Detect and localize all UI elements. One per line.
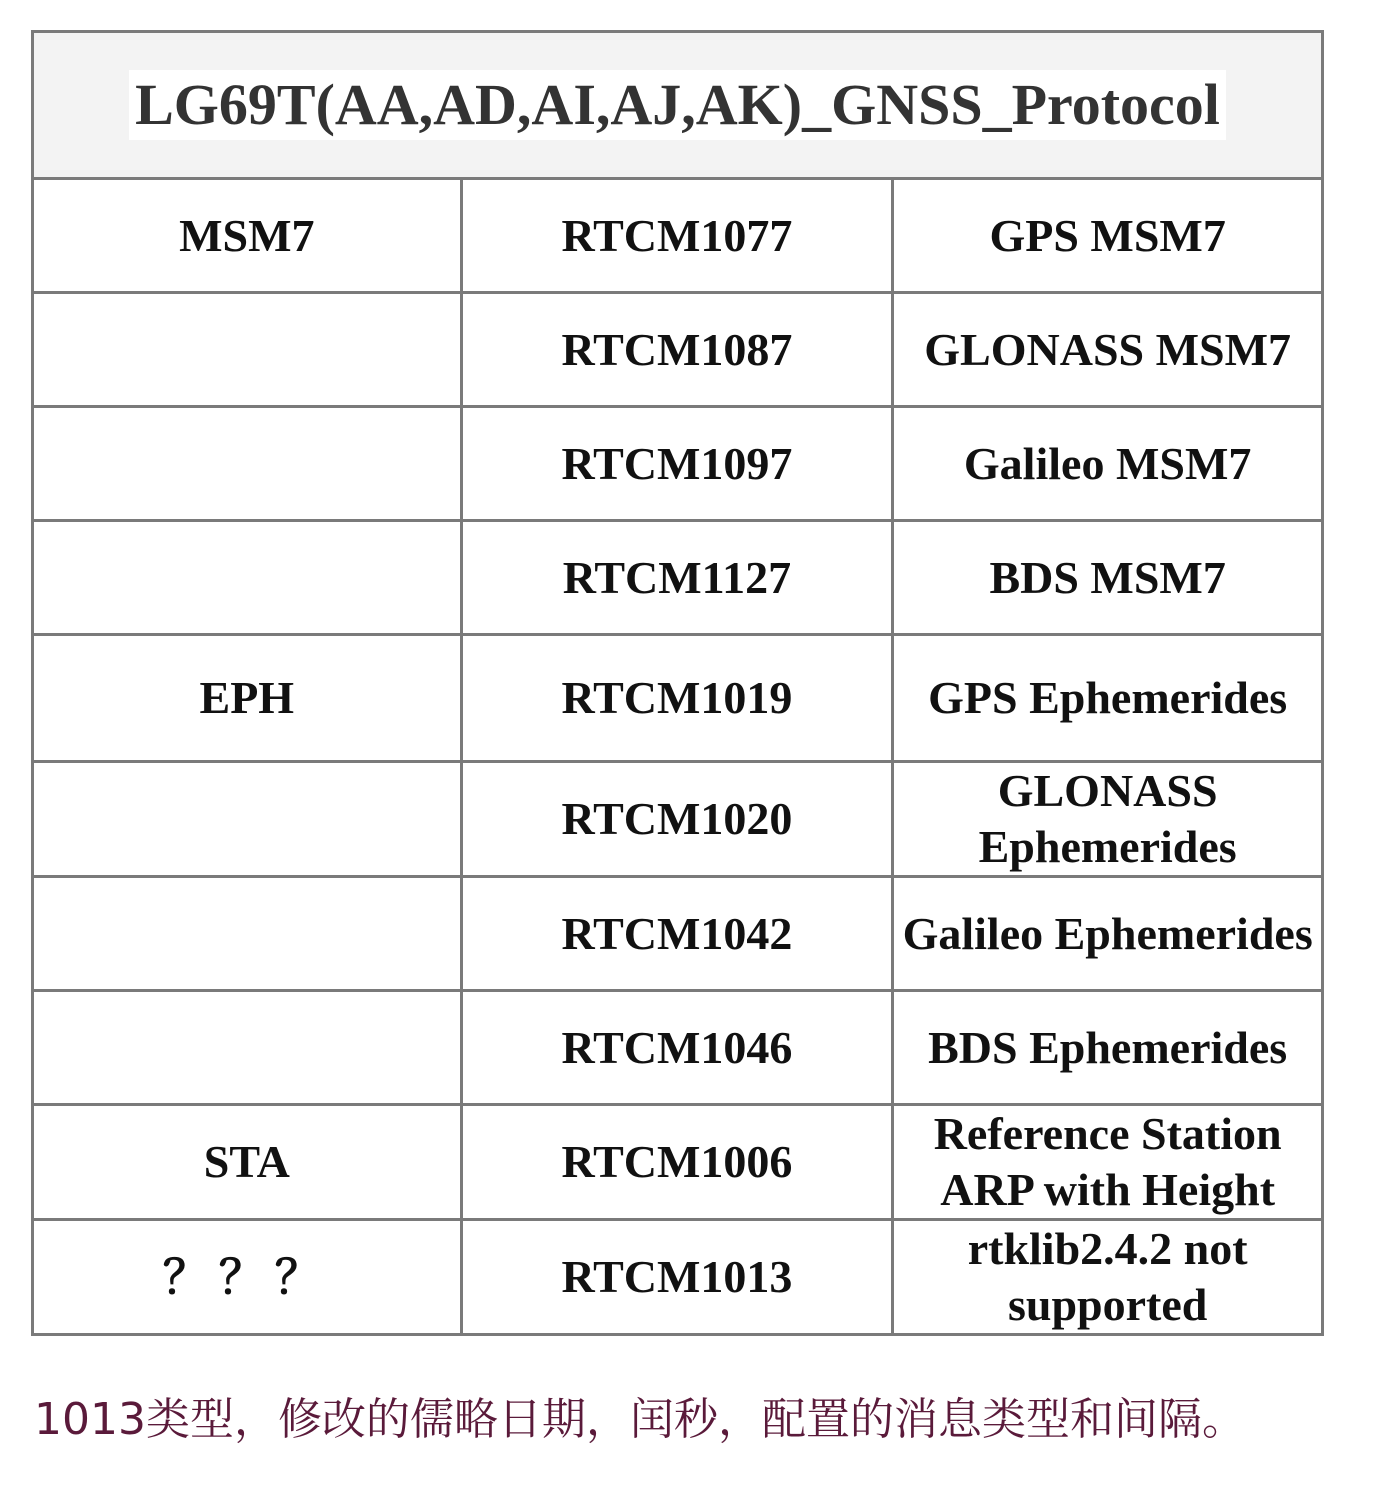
description-cell: GLONASS Ephemerides (893, 762, 1323, 877)
table-title-cell (33, 32, 1323, 179)
description-cell: GPS MSM7 (893, 179, 1323, 293)
protocol-table (31, 30, 1324, 1336)
message-cell: RTCM1020 (461, 762, 893, 877)
message-cell: RTCM1046 (461, 991, 893, 1105)
table-row (33, 521, 1323, 635)
group-cell (33, 877, 462, 991)
table-title: LG69T(AA,AD,AI,AJ,AK)_GNSS_Protocol (129, 70, 1226, 140)
group-cell: STA (33, 1105, 462, 1220)
group-cell (33, 762, 462, 877)
description-cell: GPS Ephemerides (893, 635, 1323, 762)
table-row (33, 293, 1323, 407)
description-cell: Reference Station ARP with Height (893, 1105, 1323, 1220)
group-cell (33, 521, 462, 635)
message-cell: RTCM1019 (461, 635, 893, 762)
table-row (33, 991, 1323, 1105)
message-cell: RTCM1042 (461, 877, 893, 991)
group-cell: ？？？ (33, 1220, 462, 1335)
table-row (33, 179, 1323, 293)
table-row (33, 762, 1323, 877)
description-cell: Galileo Ephemerides (893, 877, 1323, 991)
description-cell: Galileo MSM7 (893, 407, 1323, 521)
table-row (33, 1105, 1323, 1220)
table-row (33, 1220, 1323, 1335)
group-cell: MSM7 (33, 179, 462, 293)
message-cell: RTCM1097 (461, 407, 893, 521)
message-cell: RTCM1087 (461, 293, 893, 407)
group-cell: EPH (33, 635, 462, 762)
table-row (33, 407, 1323, 521)
message-cell: RTCM1013 (461, 1220, 893, 1335)
table-header-row (33, 32, 1323, 179)
message-cell: RTCM1127 (461, 521, 893, 635)
group-cell (33, 293, 462, 407)
footer-note: 1013类型，修改的儒略日期，闰秒，配置的消息类型和间隔。 (34, 1394, 1246, 1445)
description-cell: GLONASS MSM7 (893, 293, 1323, 407)
table-row (33, 877, 1323, 991)
group-cell (33, 407, 462, 521)
message-cell: RTCM1077 (461, 179, 893, 293)
description-cell: rtklib2.4.2 not supported (893, 1220, 1323, 1335)
description-cell: BDS MSM7 (893, 521, 1323, 635)
message-cell: RTCM1006 (461, 1105, 893, 1220)
table-row (33, 635, 1323, 762)
description-cell: BDS Ephemerides (893, 991, 1323, 1105)
group-cell (33, 991, 462, 1105)
